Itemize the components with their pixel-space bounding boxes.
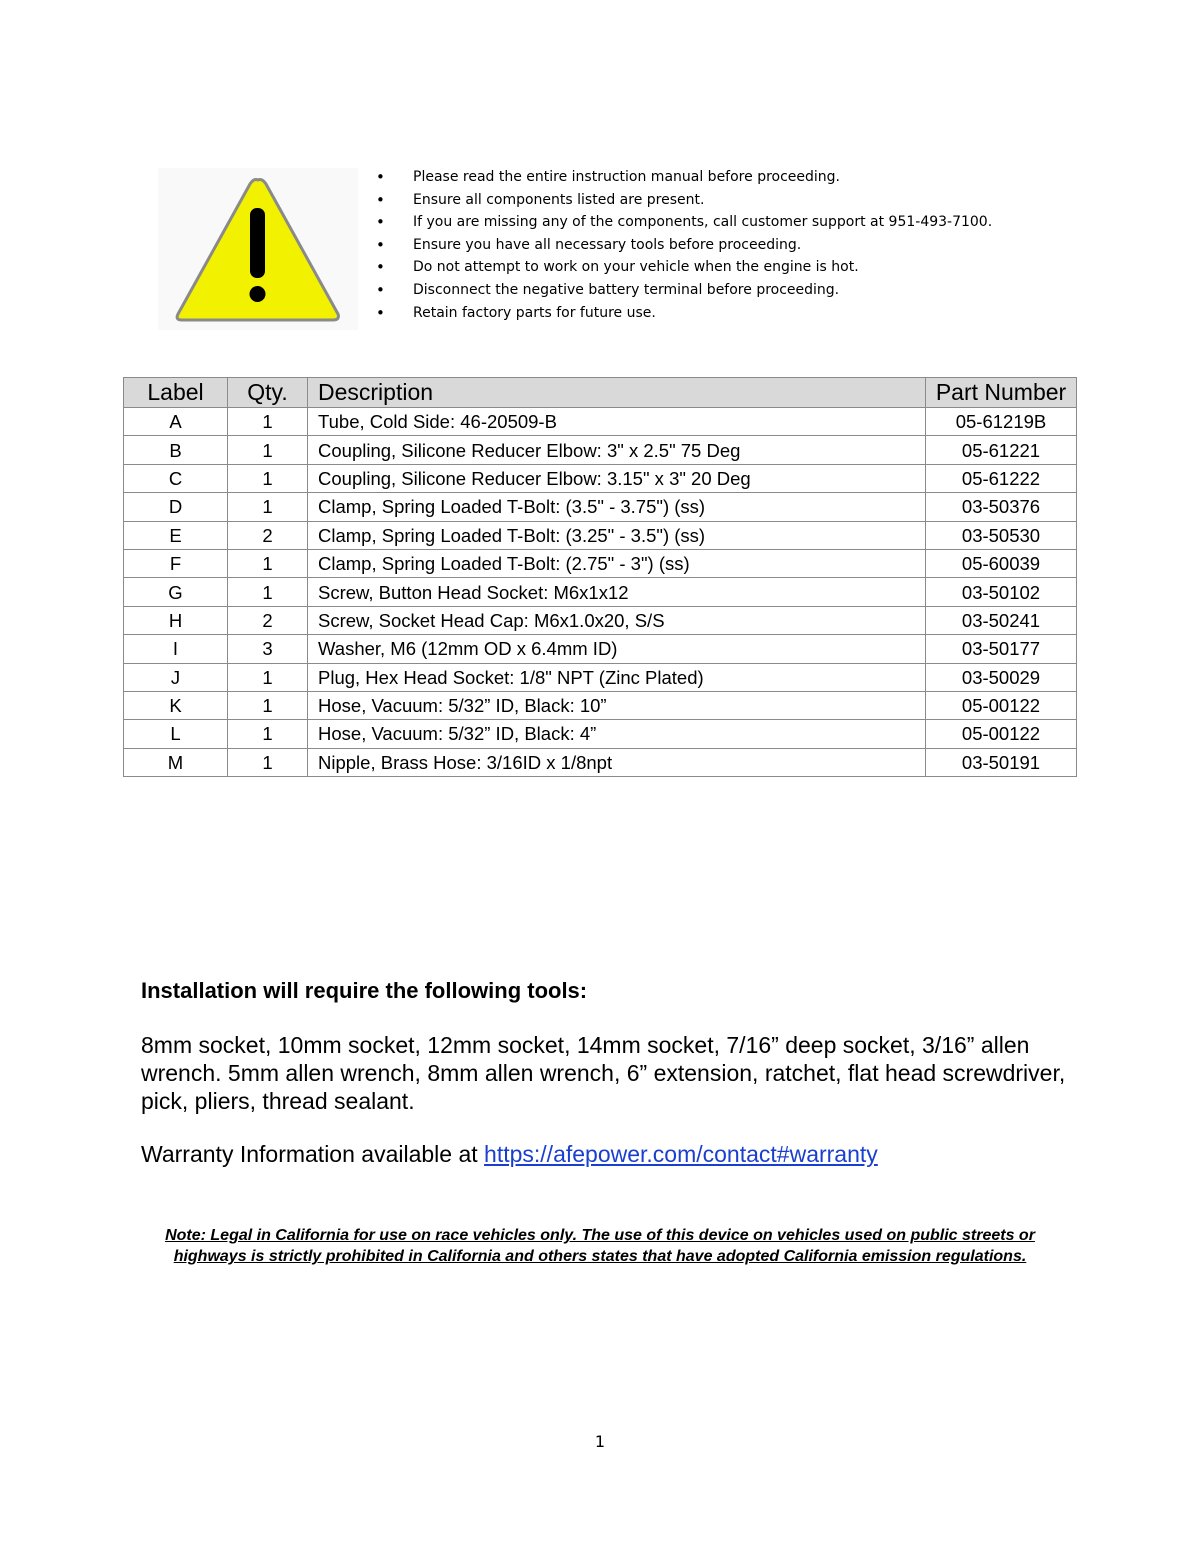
warning-triangle-icon (158, 168, 358, 330)
cell-description: Coupling, Silicone Reducer Elbow: 3.15" x 3" 20 Deg (308, 464, 926, 492)
cell-qty: 3 (228, 635, 308, 663)
cell-qty: 1 (228, 464, 308, 492)
tools-list: 8mm socket, 10mm socket, 12mm socket, 14mm socket, 7/16” deep socket, 3/16” allen wrench. 5mm allen wrench, 8mm allen wrench, 6” extension, ratchet, flat head screwdriver, pick, pliers, thread sealant. (141, 1032, 1066, 1114)
cell-label: J (124, 663, 228, 691)
warning-item: • Retain factory parts for future use. (372, 302, 992, 325)
cell-label: L (124, 720, 228, 748)
table-row (124, 436, 1077, 464)
cell-description: Plug, Hex Head Socket: 1/8" NPT (Zinc Plated) (308, 663, 926, 691)
cell-qty: 1 (228, 663, 308, 691)
table-row (124, 408, 1077, 436)
warranty-info (141, 1140, 878, 1168)
cell-description: Clamp, Spring Loaded T-Bolt: (3.25" - 3.5") (ss) (308, 521, 926, 549)
warning-item: • Ensure you have all necessary tools before proceeding. (372, 234, 992, 257)
parts-table (123, 377, 1077, 777)
warning-item: • Ensure all components listed are present. (372, 189, 992, 212)
header-qty: Qty. (228, 378, 308, 408)
legal-note: Note: Legal in California for use on race vehicles only. The use of this device on vehicles used on public streets or highways is strictly prohibited in California and others states that have adopted California emission regulations. (165, 1227, 1035, 1265)
cell-part-number: 05-61222 (926, 464, 1077, 492)
cell-qty: 1 (228, 436, 308, 464)
header-description: Description (308, 378, 926, 408)
warning-item: • Do not attempt to work on your vehicle when the engine is hot. (372, 256, 992, 279)
cell-qty: 1 (228, 408, 308, 436)
cell-label: B (124, 436, 228, 464)
warning-list (372, 166, 992, 324)
cell-description: Hose, Vacuum: 5/32” ID, Black: 10” (308, 691, 926, 719)
cell-label: A (124, 408, 228, 436)
cell-part-number: 03-50376 (926, 493, 1077, 521)
cell-part-number: 05-00122 (926, 720, 1077, 748)
cell-part-number: 03-50191 (926, 748, 1077, 776)
cell-label: G (124, 578, 228, 606)
cell-qty: 1 (228, 493, 308, 521)
cell-description: Coupling, Silicone Reducer Elbow: 3" x 2.5" 75 Deg (308, 436, 926, 464)
cell-label: C (124, 464, 228, 492)
cell-label: I (124, 635, 228, 663)
header-label: Label (124, 378, 228, 408)
cell-qty: 1 (228, 549, 308, 577)
cell-label: M (124, 748, 228, 776)
warranty-text: Warranty Information available at (141, 1141, 485, 1167)
cell-part-number: 05-00122 (926, 691, 1077, 719)
cell-description: Clamp, Spring Loaded T-Bolt: (3.5" - 3.75") (ss) (308, 493, 926, 521)
table-row (124, 691, 1077, 719)
page-number: 1 (594, 1432, 606, 1451)
table-row (124, 493, 1077, 521)
table-row (124, 720, 1077, 748)
cell-label: E (124, 521, 228, 549)
table-header-row (124, 378, 1077, 408)
cell-part-number: 03-50530 (926, 521, 1077, 549)
cell-part-number: 05-61221 (926, 436, 1077, 464)
cell-qty: 1 (228, 578, 308, 606)
cell-part-number: 05-60039 (926, 549, 1077, 577)
warning-item: • Please read the entire instruction manual before proceeding. (372, 166, 992, 189)
table-row (124, 464, 1077, 492)
cell-qty: 1 (228, 720, 308, 748)
cell-description: Tube, Cold Side: 46-20509-B (308, 408, 926, 436)
cell-qty: 1 (228, 748, 308, 776)
table-row (124, 606, 1077, 634)
cell-description: Washer, M6 (12mm OD x 6.4mm ID) (308, 635, 926, 663)
table-row (124, 549, 1077, 577)
header-part-number: Part Number (926, 378, 1077, 408)
cell-description: Hose, Vacuum: 5/32” ID, Black: 4” (308, 720, 926, 748)
table-row (124, 521, 1077, 549)
table-row (124, 635, 1077, 663)
cell-description: Clamp, Spring Loaded T-Bolt: (2.75" - 3") (ss) (308, 549, 926, 577)
cell-label: K (124, 691, 228, 719)
cell-label: F (124, 549, 228, 577)
cell-label: D (124, 493, 228, 521)
cell-part-number: 03-50102 (926, 578, 1077, 606)
table-row (124, 663, 1077, 691)
cell-qty: 2 (228, 606, 308, 634)
cell-part-number: 03-50241 (926, 606, 1077, 634)
cell-description: Screw, Socket Head Cap: M6x1.0x20, S/S (308, 606, 926, 634)
table-row (124, 578, 1077, 606)
tools-heading: Installation will require the following tools: (141, 978, 588, 1003)
cell-part-number: 03-50029 (926, 663, 1077, 691)
cell-qty: 1 (228, 691, 308, 719)
cell-description: Screw, Button Head Socket: M6x1x12 (308, 578, 926, 606)
cell-part-number: 05-61219B (926, 408, 1077, 436)
cell-part-number: 03-50177 (926, 635, 1077, 663)
cell-label: H (124, 606, 228, 634)
warning-item: • If you are missing any of the components, call customer support at 951-493-7100. (372, 211, 992, 234)
table-row (124, 748, 1077, 776)
cell-description: Nipple, Brass Hose: 3/16ID x 1/8npt (308, 748, 926, 776)
warranty-link[interactable]: https://afepower.com/contact#warranty (484, 1141, 878, 1167)
cell-qty: 2 (228, 521, 308, 549)
warning-item: • Disconnect the negative battery terminal before proceeding. (372, 279, 992, 302)
